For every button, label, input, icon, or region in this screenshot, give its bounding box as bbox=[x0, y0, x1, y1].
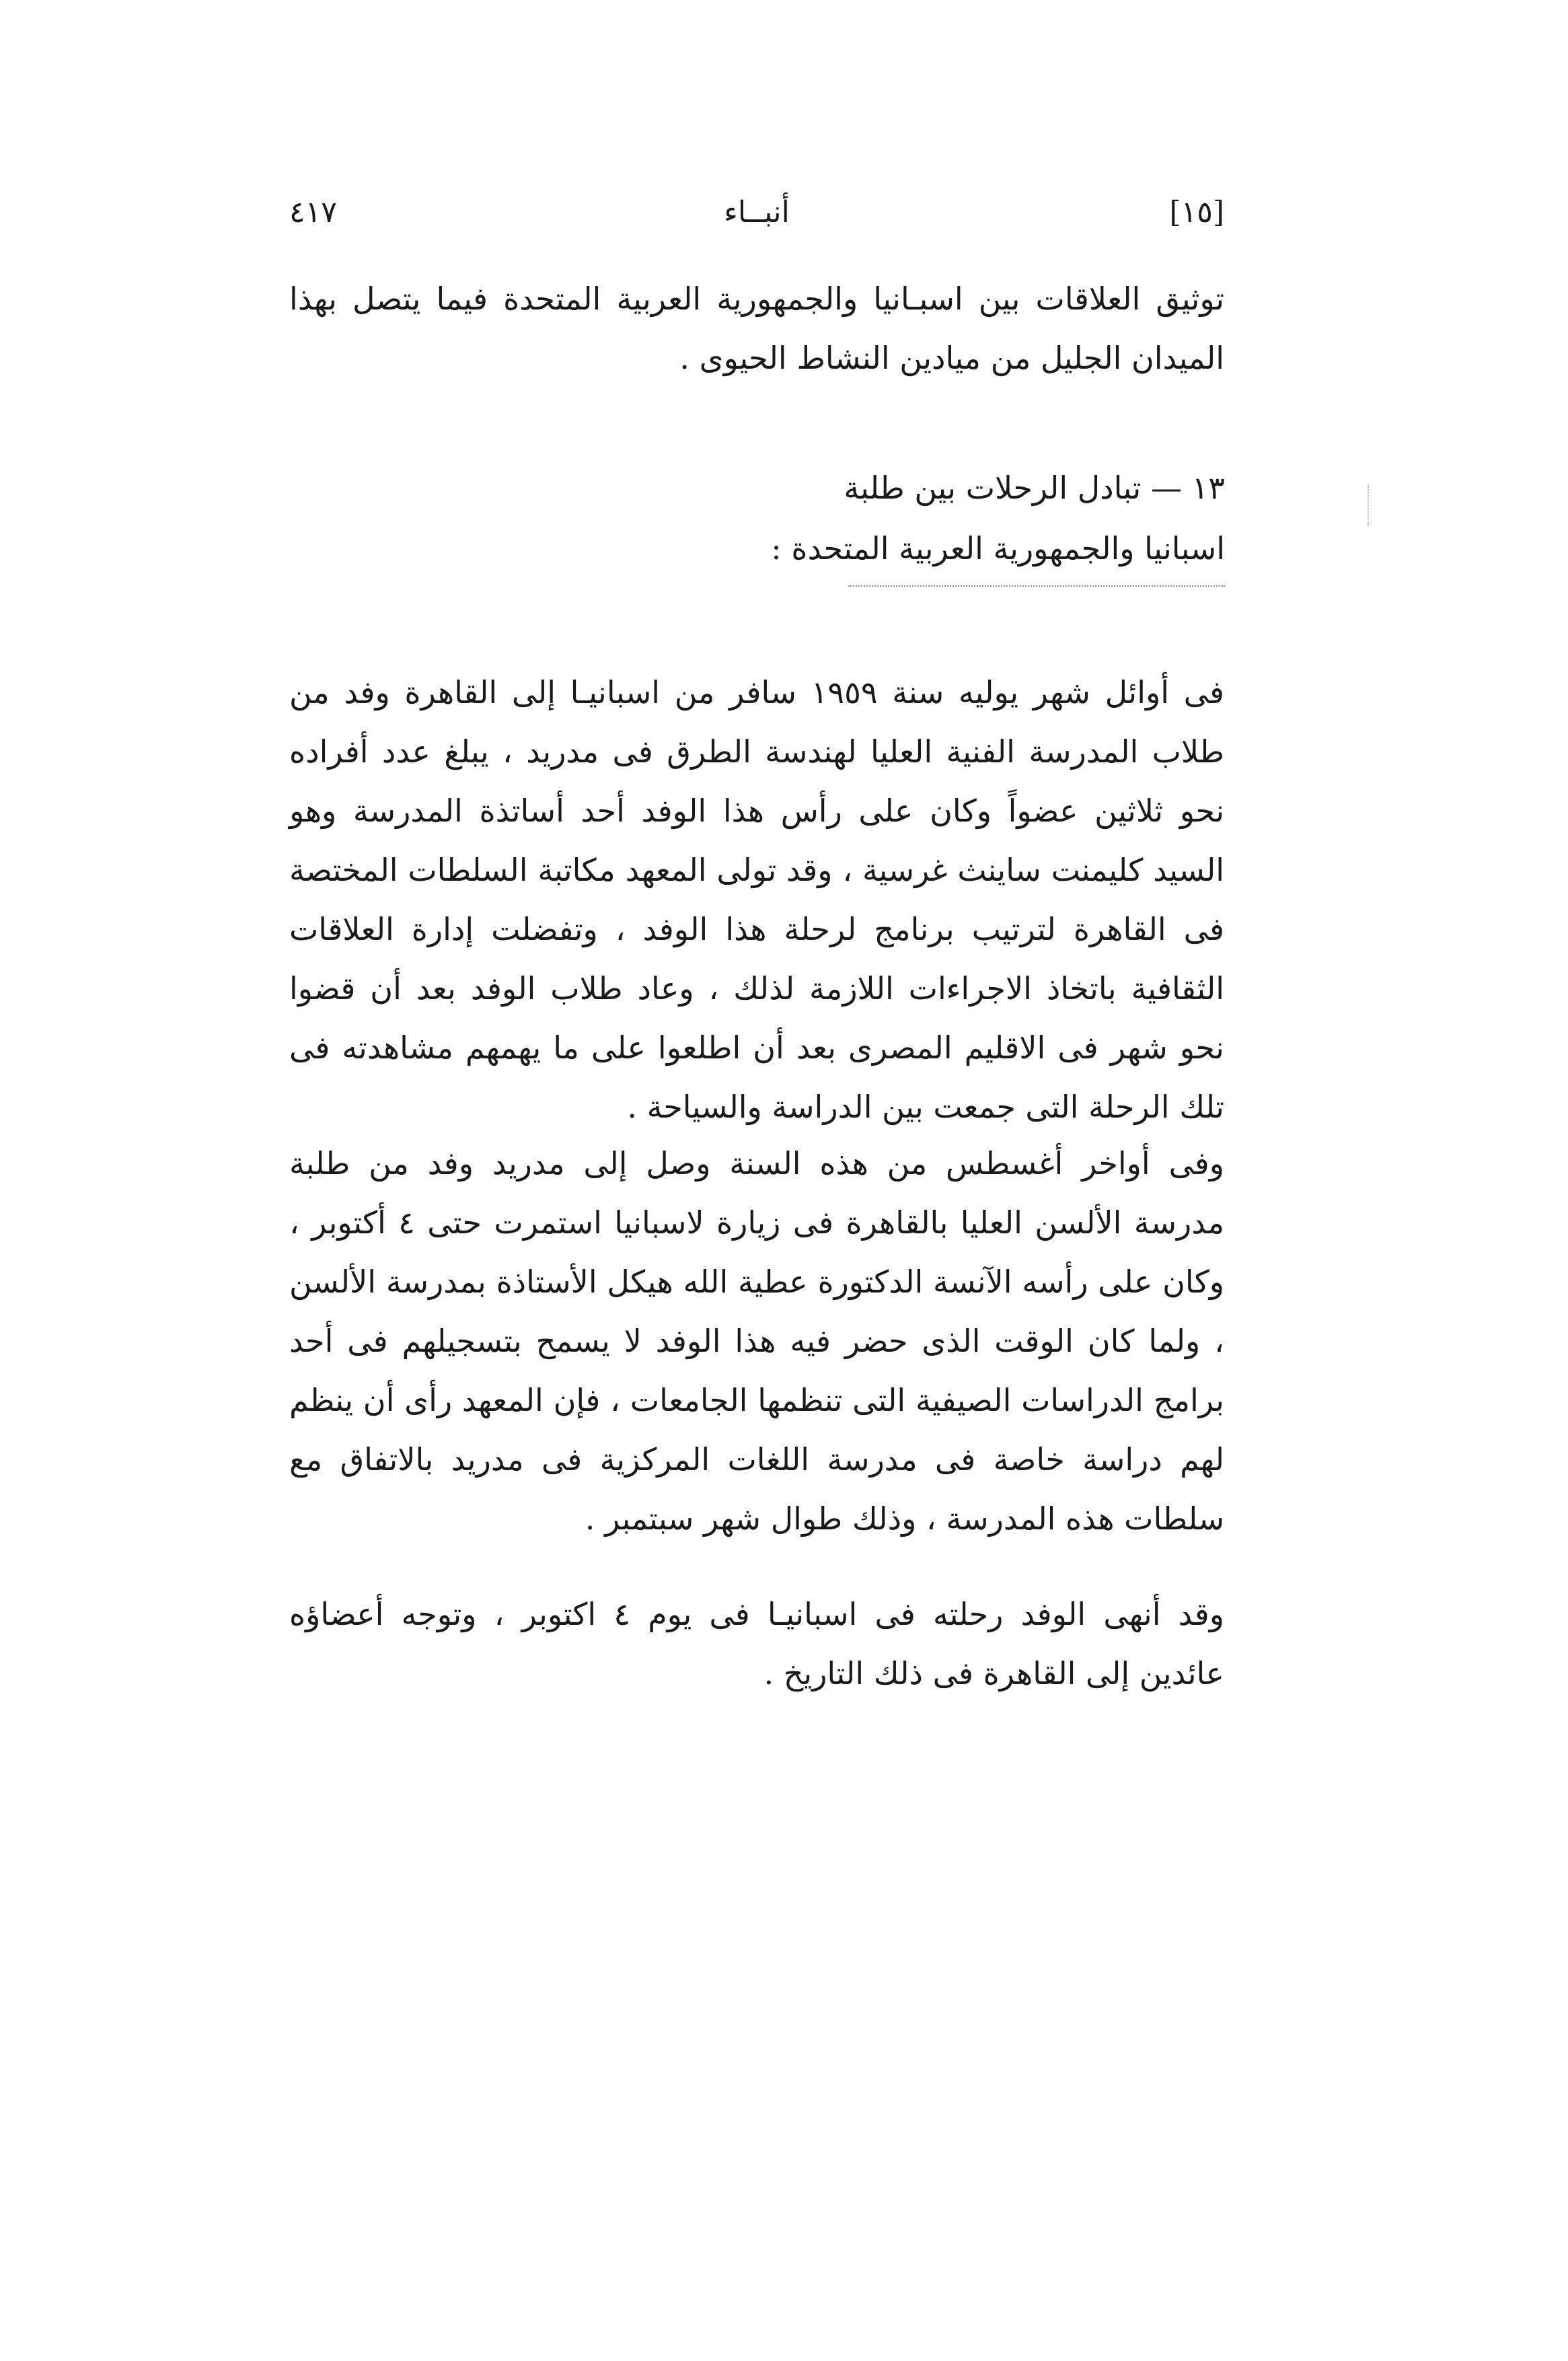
paragraph-text: وفى أواخر أغسطس من هذه السنة وصل إلى مدريد وفد من طلبة مدرسة الألسن العليا بالقاهرة فى زيارة لاسبانيا استمرت حتى ٤ أكتوبر ، وكان على رأسه الآنسة الدكتورة عطية الله هيكل الأستاذة بمدرسة الألسن ، ولما كان الوقت الذى حضر فيه هذا الوفد لا يسمح بتسجيلهم فى أحد برامج الدراسات الصيفية التى تنظمها الجامعات ، فإن المعهد رأى أن ينظم لهم دراسة خاصة فى مدرسة اللغات المركزية فى مدريد بالاتفاق مع سلطات هذه المدرسة ، وذلك طوال شهر سبتمبر . bbox=[289, 1145, 1224, 1537]
margin-mark bbox=[1368, 484, 1373, 525]
paragraph-text: فى أوائل شهر يوليه سنة ١٩٥٩ سافر من اسبانيـا إلى القاهرة وفد من طلاب المدرسة الفنية العليا لهندسة الطرق فى مدريد ، يبلغ عدد أفراده نحو ثلاثين عضواً وكان على رأس هذا الوفد أحد أساتذة المدرسة وهو السيد كليمنت ساينث غرسية ، وقد تولى المعهد مكاتبة السلطات المختصة فى القاهرة لترتيب برنامج لرحلة هذا الوفد ، وتفضلت إدارة العلاقات الثقافية باتخاذ الاجراءات اللازمة لذلك ، وعاد طلاب الوفد بعد أن قضوا نحو شهر فى الاقليم المصرى بعد أن اطلعوا على ما يهمهم مشاهدته فى تلك الرحلة التى جمعت بين الدراسة والسياحة . bbox=[289, 674, 1225, 1125]
body-paragraph-2 bbox=[289, 1134, 1224, 1548]
running-title: أنبــاء bbox=[724, 195, 790, 229]
intro-text: توثيق العلاقات بين اسبـانيا والجمهورية العربية المتحدة فيما يتصل بهذا الميدان الجليل من ميادين النشاط الحيوى . bbox=[289, 281, 1224, 376]
body-paragraph-3 bbox=[289, 1585, 1224, 1703]
section-heading bbox=[771, 458, 1225, 587]
section-heading-line-2: اسبانيا والجمهورية العربية المتحدة : bbox=[771, 530, 1225, 567]
page-header bbox=[289, 195, 1224, 256]
paragraph-text: وقد أنهى الوفد رحلته فى اسبانيـا فى يوم ٤ اكتوبر ، وتوجه أعضاؤه عائدين إلى القاهرة فى ذلك التاريخ . bbox=[289, 1596, 1225, 1692]
body-paragraph-1 bbox=[289, 663, 1224, 1136]
page-number: ٤١٧ bbox=[289, 195, 337, 229]
intro-paragraph bbox=[289, 269, 1224, 388]
section-number: [١٥] bbox=[1169, 195, 1224, 229]
heading-underline bbox=[848, 585, 1225, 587]
section-heading-line-1: ١٣ — تبادل الرحلات بين طلبة bbox=[844, 470, 1225, 506]
